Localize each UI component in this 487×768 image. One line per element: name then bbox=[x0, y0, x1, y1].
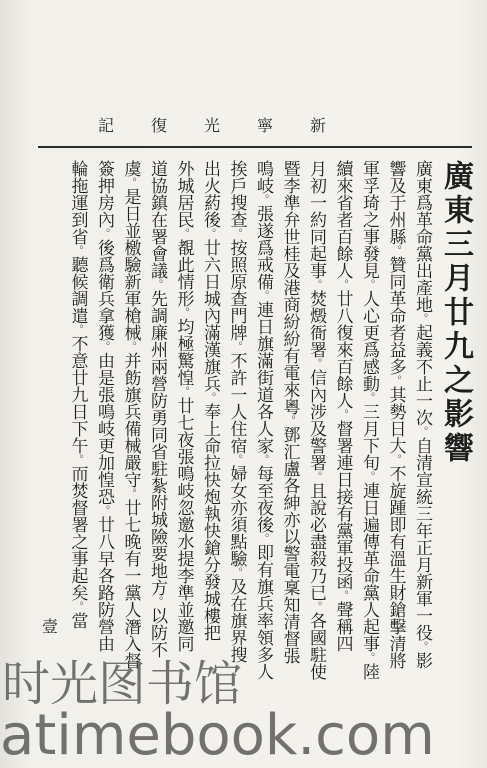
punctuation-mark: 。 bbox=[71, 454, 85, 465]
text-column: 輪拖運到省。聽候調遣。不意廿九日下午。而焚督署之事起矣。當 bbox=[67, 160, 88, 629]
punctuation-mark: 。 bbox=[336, 279, 350, 290]
punctuation-mark: 。 bbox=[71, 324, 85, 335]
punctuation-mark: 。 bbox=[204, 228, 217, 239]
punctuation-mark: 。 bbox=[177, 307, 191, 318]
watermark-chinese: 时光图书馆 bbox=[2, 656, 243, 712]
punctuation-mark: 。 bbox=[416, 426, 429, 437]
text-column: 挨戶搜查。按照原查門牌。不許一人住宿。婦女亦須點驗。及在旗界搜 bbox=[226, 160, 247, 663]
punctuation-mark: 。 bbox=[230, 341, 244, 352]
punctuation-mark: 。 bbox=[336, 590, 350, 601]
punctuation-mark: 。 bbox=[389, 375, 403, 386]
punctuation-mark: 。 bbox=[257, 290, 270, 301]
punctuation-mark: 。 bbox=[310, 358, 323, 369]
punctuation-mark: 。 bbox=[389, 245, 403, 256]
page-number: 壹 bbox=[42, 617, 59, 636]
punctuation-mark: 。 bbox=[151, 279, 164, 290]
punctuation-mark: 。 bbox=[124, 177, 138, 188]
text-column: 月初一約同起事。焚燬衙署。信內涉及警署。且說必盡殺乃已。各國駐使 bbox=[306, 160, 326, 680]
watermark-url: atimebook.com bbox=[0, 703, 435, 768]
punctuation-mark: 。 bbox=[363, 392, 376, 403]
punctuation-mark: 。 bbox=[363, 279, 376, 290]
punctuation-mark: 。 bbox=[283, 415, 297, 426]
article-title: 廣東三月廿九之影響 bbox=[438, 160, 473, 466]
punctuation-mark: 。 bbox=[124, 341, 138, 352]
punctuation-mark: 。 bbox=[98, 341, 111, 352]
punctuation-mark: 。 bbox=[310, 471, 323, 482]
punctuation-mark: 。 bbox=[71, 601, 85, 612]
punctuation-mark: 。 bbox=[310, 601, 323, 612]
punctuation-mark: 。 bbox=[230, 567, 244, 578]
punctuation-mark: 。 bbox=[71, 245, 85, 256]
punctuation-mark: 。 bbox=[230, 454, 244, 465]
punctuation-mark: 。 bbox=[363, 471, 376, 482]
punctuation-mark: 。 bbox=[177, 386, 191, 397]
text-column: 出火葯後。廿六日城內滿漢旗兵。奉上命拉快炮執快鎗分發城樓把 bbox=[200, 160, 220, 641]
text-column: 廣東爲革命黨出產地。起義不止一次。自清宣統三年正月新軍一役。影 bbox=[412, 160, 432, 669]
text-column: 軍孚琦之事發見。人心更爲感動。三月下旬。連日遍傳革命黨人起事。陸 bbox=[359, 160, 379, 680]
punctuation-mark: 。 bbox=[363, 652, 376, 663]
punctuation-mark: 。 bbox=[257, 533, 270, 544]
punctuation-mark: 。 bbox=[336, 409, 350, 420]
text-column: 簽押房內。後爲衛兵拿獲。由是張鳴岐更加惶恐。廿八早各路防營由 bbox=[94, 160, 114, 652]
punctuation-mark: 。 bbox=[177, 228, 191, 239]
punctuation-mark: 。 bbox=[151, 596, 164, 607]
punctuation-mark: 。 bbox=[98, 228, 111, 239]
text-column: 外城居民。覩此情形。均極驚惶。廿七夜張鳴岐忽邀水提李準並邀同 bbox=[173, 160, 194, 652]
header-rule bbox=[38, 146, 472, 148]
punctuation-mark: 。 bbox=[230, 228, 244, 239]
text-column: 虞。是日並檄驗新軍槍械。并飭旗兵備械嚴守。廿七晚有一黨人潛入督 bbox=[120, 160, 141, 669]
punctuation-mark: 。 bbox=[389, 454, 403, 465]
punctuation-mark: 。 bbox=[257, 194, 270, 205]
article-body bbox=[64, 160, 435, 680]
punctuation-mark: 。 bbox=[416, 641, 429, 652]
punctuation-mark: 。 bbox=[257, 454, 270, 465]
text-column: 響及于州縣。贊同革命者益多。其勢日大。不旋踵即有溫生財鎗擊清將 bbox=[385, 160, 406, 669]
punctuation-mark: 。 bbox=[416, 313, 429, 324]
punctuation-mark: 。 bbox=[310, 279, 323, 290]
punctuation-mark: 。 bbox=[124, 488, 138, 499]
punctuation-mark: 。 bbox=[204, 392, 217, 403]
text-column: 暨李準弁世桂及港商紛紛有電來粵。鄧汇盧各紳亦以警電稟知清督張 bbox=[279, 160, 300, 664]
text-column: 鳴岐。張遂爲戒備。連日旗滿街道各人家。每至夜後。即有旗兵率領多人 bbox=[253, 160, 273, 680]
text-column: 續來省者百餘人。廿八復來百餘人。督署連日接有黨軍投函。聲稱四 bbox=[332, 160, 353, 652]
punctuation-mark: 。 bbox=[98, 505, 111, 516]
running-title: 新寧光復記 bbox=[97, 116, 363, 135]
text-column: 道協鎮在署會議。先調廉州兩營防勇同省駐紮附城險要地方。以防不 bbox=[147, 160, 167, 658]
